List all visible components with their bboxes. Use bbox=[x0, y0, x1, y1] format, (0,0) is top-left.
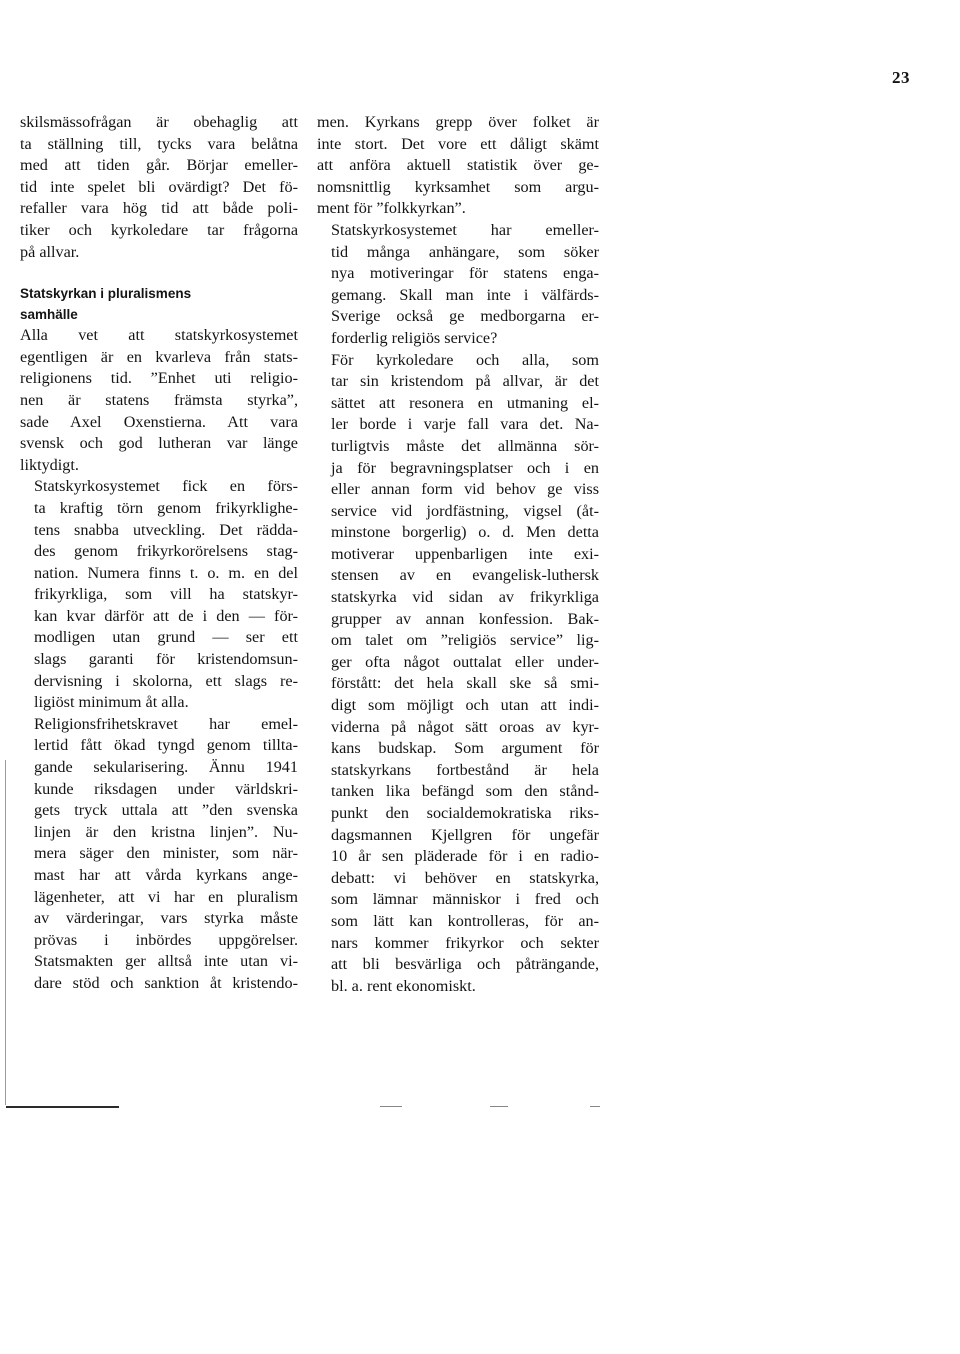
text-line: tid många anhängare, som söker bbox=[331, 242, 599, 261]
text-line: mast har att vårda kyrkans ange- bbox=[34, 866, 298, 884]
paragraph-frikyrklighet bbox=[20, 476, 298, 714]
text-line: dagsmannen Kjellgren för ungefär bbox=[331, 825, 599, 844]
text-line: sättet att resonera en utmaning el- bbox=[331, 393, 599, 412]
paragraph-kyrkoledare bbox=[317, 350, 599, 998]
text-line: ta kraftig törn genom frikyrklighe- bbox=[34, 498, 298, 517]
text-line: dervisning i skolorna, ett slags re- bbox=[34, 671, 298, 690]
paragraph-religionsfrihet bbox=[20, 714, 298, 995]
text-line: kunde riksdagen under världskri- bbox=[34, 779, 298, 798]
text-line: gande sekularisering. Ännu 1941 bbox=[34, 758, 298, 777]
text-line: slags garanti för kristendomsun- bbox=[34, 650, 298, 669]
text-line: skilsmässofrågan är obehaglig att bbox=[20, 113, 298, 131]
scan-mark bbox=[490, 1106, 508, 1107]
text-line: stensen av en evangelisk-luthersk bbox=[331, 566, 599, 585]
text-line: linjen är den kristna linjen”. Nu- bbox=[34, 822, 298, 841]
text-line: För kyrkoledare och alla, som bbox=[331, 350, 599, 369]
text-line: kan kvar därför att de i den — för- bbox=[34, 606, 298, 625]
text-line: ligiöst minimum åt alla. bbox=[34, 693, 189, 712]
text-line: tanken lika befängd som den stånd- bbox=[331, 782, 599, 801]
text-line: turligtvis måste det allmänna sör- bbox=[331, 436, 599, 455]
footer-rule bbox=[6, 1106, 119, 1108]
text-line: förstått: det hela skall ske så smi- bbox=[331, 674, 599, 693]
text-line: Statsmakten ger alltså inte utan vi- bbox=[34, 952, 298, 971]
text-line: des genom frikyrkorörelsens stag- bbox=[34, 542, 298, 561]
text-line: Statskyrkan i pluralismens bbox=[20, 286, 192, 302]
text-line: på allvar. bbox=[20, 242, 80, 261]
text-line: Statskyrkosystemet fick en förs- bbox=[34, 477, 298, 496]
text-line: 10 år sen pläderade för i en radio- bbox=[331, 847, 599, 866]
text-line: ja för begravningsplatser och i en bbox=[331, 458, 599, 477]
text-line: lägenheter, att vi har en pluralism bbox=[34, 887, 298, 906]
text-line: ger ofta något outtalat eller under- bbox=[331, 652, 599, 671]
text-line: att anföra aktuell statistik över ge- bbox=[317, 156, 599, 175]
text-line: ment för ”folkkyrkan”. bbox=[317, 199, 466, 218]
text-line: statskyrka vid sidan av frikyrkliga bbox=[331, 588, 599, 607]
scan-mark bbox=[590, 1106, 600, 1107]
text-line: gets tryck uttala att ”den svenska bbox=[34, 801, 298, 820]
text-line: dare stöd och sanktion åt kristendo- bbox=[34, 973, 298, 992]
paragraph-kyrkans-grepp bbox=[317, 112, 599, 220]
text-line: prövas i inbördes uppgörelser. bbox=[34, 930, 298, 949]
text-line: religionens tid. ”Enhet uti religio- bbox=[20, 369, 298, 388]
intro-paragraph bbox=[20, 112, 298, 263]
text-line: grupper av annan konfession. Bak- bbox=[331, 609, 599, 628]
text-line: statskyrkans fortbestånd är hela bbox=[331, 760, 599, 779]
text-line: om talet om ”religiös service” lig- bbox=[331, 631, 599, 650]
text-line: nomsnittlig kyrksamhet som argu- bbox=[317, 177, 599, 196]
text-line: punkt den socialdemokratiska riks- bbox=[331, 804, 599, 822]
text-line: tid inte spelet bli ovärdigt? Det fö- bbox=[20, 177, 298, 196]
text-line: liktydigt. bbox=[20, 455, 79, 474]
text-line: sade Axel Oxenstierna. Att vara bbox=[20, 412, 298, 431]
text-line: bl. a. rent ekonomiskt. bbox=[331, 976, 476, 995]
text-line: tens snabba utveckling. Det rädda- bbox=[34, 520, 298, 539]
text-line: med att tiden går. Börjar emeller- bbox=[20, 156, 298, 175]
scan-margin-line bbox=[5, 760, 6, 1105]
text-line: forderlig religiös service? bbox=[331, 328, 498, 347]
paragraph-statskyrkosystemet-kvarleva bbox=[20, 325, 298, 476]
text-line: Alla vet att statskyrkosystemet bbox=[20, 326, 298, 345]
text-line: tiker och kyrkoledare tar frågorna bbox=[20, 220, 298, 239]
text-line: men. Kyrkans grepp över folket är bbox=[317, 113, 599, 131]
scan-mark bbox=[380, 1106, 402, 1107]
section-heading bbox=[20, 283, 298, 325]
text-line: frikyrkliga, som vill ha statskyr- bbox=[34, 585, 298, 604]
text-line: Sverige också ge medborgarna er- bbox=[331, 307, 599, 326]
text-line: Religionsfrihetskravet har emel- bbox=[34, 714, 298, 733]
text-line: minstone borgerlig) o. d. Men detta bbox=[331, 523, 599, 542]
text-line: kans budskap. Som argument för bbox=[331, 739, 599, 758]
text-line: debatt: vi behöver en statskyrka, bbox=[331, 868, 599, 887]
text-line: mera säger den minister, som när- bbox=[34, 844, 298, 863]
text-line: ta ställning till, tycks vara belåtna bbox=[20, 134, 298, 153]
page-number: 23 bbox=[892, 68, 910, 87]
text-line: nen är statens främsta styrka”, bbox=[20, 390, 298, 409]
text-line: nya motiveringar för statens enga- bbox=[331, 264, 599, 283]
text-line: viderna på något sätt oroas av kyr- bbox=[331, 717, 599, 736]
text-line: som lämnar människor i fred och bbox=[331, 890, 599, 909]
text-line: ler borde i varje fall vara det. Na- bbox=[331, 415, 599, 434]
text-line: lertid fått ökad tyngd genom tillta- bbox=[34, 736, 298, 755]
text-line: Statskyrkosystemet har emeller- bbox=[331, 220, 599, 239]
right-column bbox=[317, 112, 599, 997]
text-line: av värderingar, vars styrka måste bbox=[34, 909, 298, 928]
text-line: inte stort. Det vore ett dåligt skämt bbox=[317, 134, 599, 153]
text-line: egentligen är en kvarleva från stats- bbox=[20, 347, 298, 366]
text-line: service vid jordfästning, vigsel (åt- bbox=[331, 501, 599, 520]
text-line: samhälle bbox=[20, 307, 78, 323]
text-line: nation. Numera finns t. o. m. en del bbox=[34, 563, 298, 582]
text-line: nars kommer frikyrkor och sekter bbox=[331, 933, 599, 952]
text-line: digt som möjligt och utan att indi- bbox=[331, 696, 599, 715]
text-line: modligen utan grund — ser ett bbox=[34, 628, 298, 647]
text-line: refaller vara hög tid att både poli- bbox=[20, 199, 298, 218]
text-line: eller annan form vid behov ge viss bbox=[331, 480, 599, 499]
text-line: svensk och god lutheran var länge bbox=[20, 434, 298, 453]
text-line: gemang. Skall man inte i välfärds- bbox=[331, 285, 599, 304]
left-column bbox=[20, 112, 298, 995]
text-line: som lätt kan kontrolleras, för an- bbox=[331, 911, 599, 930]
text-line: motiverar uppenbarligen inte exi- bbox=[331, 544, 599, 563]
paragraph-religios-service bbox=[317, 220, 599, 350]
text-line: tar sin kristendom på allvar, är det bbox=[331, 372, 599, 391]
text-line: att bli besvärliga och påträngande, bbox=[331, 955, 599, 974]
